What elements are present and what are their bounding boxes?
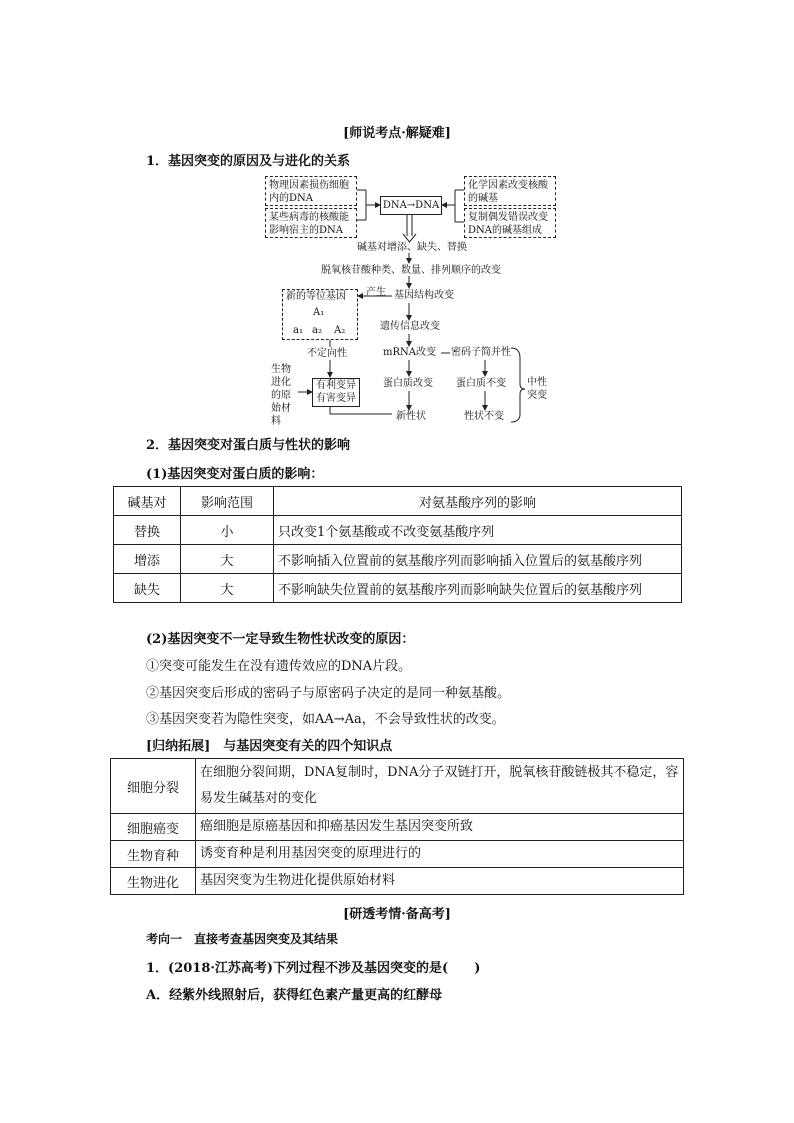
diagram-lines bbox=[0, 0, 794, 430]
neutral-mutation-label: 中性突变 bbox=[527, 377, 547, 401]
sub1-title: (1)基因突变对蛋白质的影响： bbox=[146, 467, 324, 482]
table-cell: 大 bbox=[181, 574, 274, 603]
allele-a2-lower: a₂ bbox=[312, 325, 322, 336]
protein-unchanged-label: 蛋白质不变 bbox=[456, 378, 506, 389]
table-cell: 细胞癌变 bbox=[111, 814, 196, 841]
knowledge-points-table bbox=[110, 758, 684, 895]
trait-unchanged-label: 性状不变 bbox=[464, 411, 504, 422]
table-row bbox=[111, 841, 684, 868]
nucleotide-change-label: 脱氧核苷酸种类、数量、排列顺序的改变 bbox=[321, 265, 501, 276]
table-cell: 基因突变为生物进化提供原始材料 bbox=[196, 868, 684, 895]
beneficial-variation-label: 有利变异 bbox=[316, 380, 356, 391]
table-cell: 诱变育种是利用基因突变的原理进行的 bbox=[196, 841, 684, 868]
new-allele-label: 新的等位基因 bbox=[286, 291, 346, 302]
table-cell: 替换 bbox=[114, 516, 181, 545]
table-cell: 生物育种 bbox=[111, 841, 196, 868]
table-cell: 大 bbox=[181, 545, 274, 574]
section-heading: [师说考点·解疑难] bbox=[343, 126, 451, 141]
table-row bbox=[114, 574, 682, 603]
allele-a1-upper: A₁ bbox=[313, 307, 325, 318]
reason-item: ②基因突变后形成的密码子与原密码子决定的是同一种氨基酸。 bbox=[146, 686, 511, 701]
table-cell: 不影响插入位置前的氨基酸序列而影响插入位置后的氨基酸序列 bbox=[274, 545, 682, 574]
table-cell: 生物进化 bbox=[111, 868, 196, 895]
allele-a2-upper: A₂ bbox=[334, 325, 346, 336]
harmful-variation-label: 有害变异 bbox=[316, 393, 356, 404]
table-header-cell: 影响范围 bbox=[181, 487, 274, 516]
table-cell: 只改变1个氨基酸或不改变氨基酸序列 bbox=[274, 516, 682, 545]
table-cell: 不影响缺失位置前的氨基酸序列而影响缺失位置后的氨基酸序列 bbox=[274, 574, 682, 603]
question-stem: 1．(2018·江苏高考)下列过程不涉及基因突变的是( ) bbox=[146, 961, 481, 976]
table-cell: 在细胞分裂间期，DNA复制时，DNA分子双链打开，脱氧核苷酸链极其不稳定，容易发生碱基对的变化 bbox=[196, 759, 684, 814]
option-a: A．经紫外线照射后，获得红色素产量更高的红酵母 bbox=[146, 988, 443, 1003]
allele-a1-lower: a₁ bbox=[293, 325, 303, 336]
base-pair-change-label: 碱基对增添、缺失、替换 bbox=[357, 242, 467, 253]
table-header-row bbox=[114, 487, 682, 516]
table-row bbox=[111, 814, 684, 841]
mutation-diagram bbox=[0, 0, 794, 430]
table-header-cell: 对氨基酸序列的影响 bbox=[274, 487, 682, 516]
table-cell: 缺失 bbox=[114, 574, 181, 603]
point2-title: 2．基因突变对蛋白质与性状的影响 bbox=[146, 438, 351, 453]
chemical-factor-box: 化学因素改变核酸的碱基 bbox=[464, 176, 556, 206]
table-row bbox=[114, 545, 682, 574]
genetic-info-label: 遗传信息改变 bbox=[380, 321, 440, 332]
direction-title: 考向一 直接考查基因突变及其结果 bbox=[146, 932, 339, 946]
produce-label: 产生 bbox=[366, 287, 386, 298]
new-allele-box bbox=[282, 289, 358, 340]
undirected-label: 不定向性 bbox=[307, 348, 347, 359]
section2-heading: [研透考情·备高考] bbox=[343, 907, 451, 922]
point1-title: 1．基因突变的原因及与进化的关系 bbox=[146, 154, 351, 169]
table-cell: 细胞分裂 bbox=[111, 759, 196, 814]
replication-error-box: 复制偶发错误改变DNA的碱基组成 bbox=[464, 208, 556, 238]
evolution-material-label: 生物进化的原始材料 bbox=[271, 364, 291, 427]
sub2-title: (2)基因突变不一定导致生物性状改变的原因： bbox=[146, 632, 415, 647]
virus-factor-box: 某些病毒的核酸能影响宿主的DNA bbox=[265, 208, 357, 238]
codon-degenerate-label: 密码子简并性 bbox=[451, 347, 511, 358]
mrna-change-label: mRNA改变 bbox=[383, 347, 436, 358]
summary-title: [归纳拓展] 与基因突变有关的四个知识点 bbox=[146, 739, 393, 754]
table-cell: 增添 bbox=[114, 545, 181, 574]
gene-structure-label: 基因结构改变 bbox=[394, 290, 454, 301]
table-row bbox=[114, 516, 682, 545]
table-header-cell: 碱基对 bbox=[114, 487, 181, 516]
table-row bbox=[111, 759, 684, 814]
protein-changed-label: 蛋白质改变 bbox=[383, 378, 433, 389]
reason-item: ①突变可能发生在没有遗传效应的DNA片段。 bbox=[146, 659, 412, 674]
variation-box bbox=[312, 378, 360, 407]
protein-effect-table bbox=[113, 486, 682, 603]
table-row bbox=[111, 868, 684, 895]
physical-factor-box: 物理因素损伤细胞内的DNA bbox=[265, 176, 357, 206]
table-cell: 癌细胞是原癌基因和抑癌基因发生基因突变所致 bbox=[196, 814, 684, 841]
new-trait-label: 新性状 bbox=[396, 411, 426, 422]
dna-replication-box: DNA→DNA bbox=[380, 196, 442, 215]
table-cell: 小 bbox=[181, 516, 274, 545]
reason-item: ③基因突变若为隐性突变，如AA→Aa，不会导致性状的改变。 bbox=[146, 712, 505, 727]
